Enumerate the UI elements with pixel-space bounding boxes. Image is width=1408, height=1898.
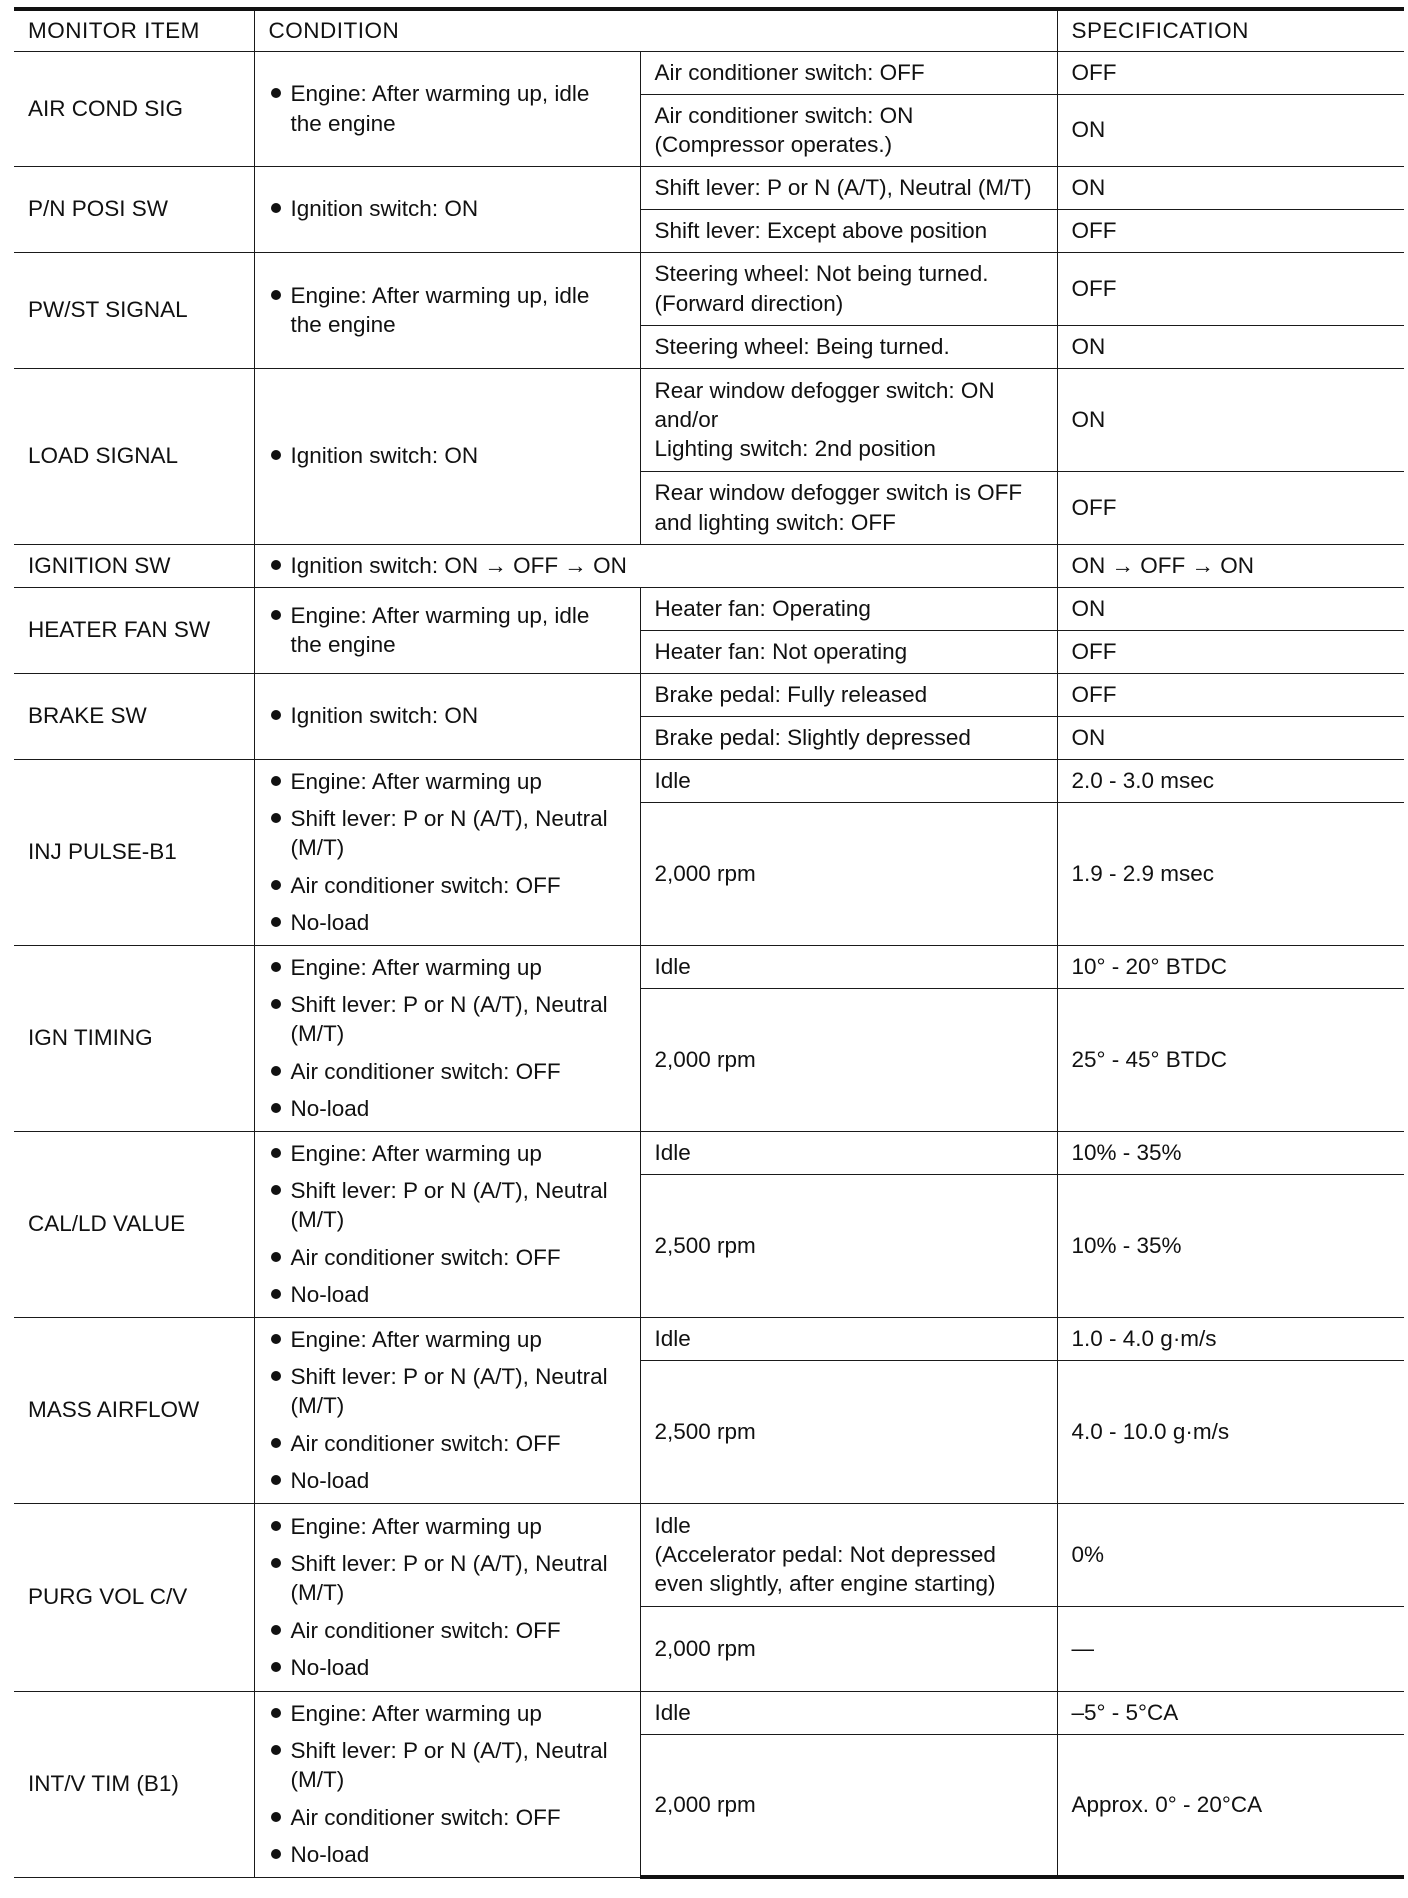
monitor-item-cell: IGN TIMING [14,945,254,1131]
condition-cell [254,1131,640,1317]
sub-condition-cell: Steering wheel: Being turned. [640,325,1057,368]
bullet-dot-icon [271,776,281,786]
condition-cell [254,1691,640,1877]
specification-cell: 10% - 35% [1057,1174,1404,1317]
sub-condition-cell: Idle [640,1691,1057,1734]
condition-item [269,194,626,223]
condition-text: Air conditioner switch: OFF [290,1617,561,1643]
bullet-dot-icon [271,1438,281,1448]
sub-condition-cell: Idle (Accelerator pedal: Not depressed even slightly, after engine starting) [640,1503,1057,1606]
specification-cell: OFF [1057,252,1404,325]
bullet-dot-icon [271,1371,281,1381]
condition-item [269,1243,626,1272]
bullet-dot-icon [271,1334,281,1344]
condition-item [269,1057,626,1086]
condition-text: Shift lever: P or N (A/T), Neutral (M/T) [290,992,608,1047]
condition-item [269,767,626,796]
condition-text: Shift lever: P or N (A/T), Neutral (M/T) [290,806,608,861]
sub-condition-cell: Steering wheel: Not being turned. (Forward direction) [640,252,1057,325]
bullet-dot-icon [271,1745,281,1755]
condition-item [269,1280,626,1309]
bullet-dot-icon [271,1625,281,1635]
condition-cell [254,673,640,759]
condition-cell [254,945,640,1131]
sub-condition-cell: Heater fan: Not operating [640,630,1057,673]
condition-text: Engine: After warming up [290,1513,542,1539]
condition-cell [254,587,640,673]
condition-item [269,601,626,660]
bullet-dot-icon [271,1558,281,1568]
sub-condition-cell: 2,500 rpm [640,1174,1057,1317]
table-row [14,587,1404,630]
specification-cell: OFF [1057,51,1404,94]
condition-item [269,281,626,340]
condition-text: Shift lever: P or N (A/T), Neutral (M/T) [290,1178,608,1233]
sub-condition-cell: Brake pedal: Fully released [640,673,1057,716]
specification-cell: 1.9 - 2.9 msec [1057,802,1404,945]
bullet-dot-icon [271,560,281,570]
bullet-dot-icon [271,1475,281,1485]
condition-text: Shift lever: P or N (A/T), Neutral (M/T) [290,1738,608,1793]
condition-text: Engine: After warming up [290,954,542,980]
condition-cell [254,252,640,368]
bullet-dot-icon [271,1252,281,1262]
specification-cell: OFF [1057,471,1404,544]
condition-cell [254,1503,640,1691]
specification-cell: ON [1057,368,1404,471]
sub-condition-cell: 2,000 rpm [640,988,1057,1131]
header-monitor-item: MONITOR ITEM [14,9,254,51]
sub-condition-cell: 2,000 rpm [640,802,1057,945]
condition-text: Engine: After warming up [290,1326,542,1352]
condition-item [269,1094,626,1123]
specification-cell: ON [1057,166,1404,209]
condition-text: Shift lever: P or N (A/T), Neutral (M/T) [290,1364,608,1419]
monitor-item-cell: MASS AIRFLOW [14,1317,254,1503]
bullet-dot-icon [271,290,281,300]
condition-text: Engine: After warming up, idle the engine [290,282,590,337]
condition-item [269,701,626,730]
condition-item [269,79,626,138]
sub-condition-cell: Brake pedal: Slightly depressed [640,716,1057,759]
condition-item [269,1466,626,1495]
condition-list [269,1139,626,1309]
sub-condition-cell: Idle [640,759,1057,802]
table-row [14,51,1404,94]
condition-item [269,1325,626,1354]
condition-list [269,79,626,138]
condition-list [269,601,626,660]
monitor-item-cell: IGNITION SW [14,544,254,587]
table-row [14,945,1404,988]
condition-text: No-load [290,1281,370,1307]
bullet-dot-icon [271,999,281,1009]
bullet-dot-icon [271,1849,281,1859]
specification-cell: ON → OFF → ON [1057,544,1404,587]
condition-text: No-load [290,909,370,935]
bullet-dot-icon [271,1103,281,1113]
condition-text: Engine: After warming up, idle the engine [290,602,590,657]
condition-cell [254,544,1057,587]
condition-item [269,1362,626,1421]
condition-text: Air conditioner switch: OFF [290,1058,561,1084]
condition-text: No-load [290,1654,370,1680]
specification-cell: –5° - 5°CA [1057,1691,1404,1734]
sub-condition-cell: 2,000 rpm [640,1734,1057,1877]
sub-condition-cell: Rear window defogger switch: ON and/or Lighting switch: 2nd position [640,368,1057,471]
bullet-dot-icon [271,917,281,927]
monitor-item-cell: LOAD SIGNAL [14,368,254,544]
table-row [14,544,1404,587]
monitor-item-cell: PURG VOL C/V [14,1503,254,1691]
condition-item [269,1176,626,1235]
table-row [14,166,1404,209]
condition-cell [254,368,640,544]
condition-item [269,1736,626,1795]
table-row [14,1317,1404,1360]
monitor-item-cell: BRAKE SW [14,673,254,759]
condition-list [269,767,626,937]
bullet-dot-icon [271,1662,281,1672]
condition-text: Engine: After warming up [290,1700,542,1726]
specification-cell: OFF [1057,673,1404,716]
condition-item [269,1699,626,1728]
condition-text: Ignition switch: ON [290,443,479,469]
table-body [14,51,1404,1877]
sub-condition-cell: Shift lever: Except above position [640,209,1057,252]
table-row [14,368,1404,471]
condition-text: No-load [290,1095,370,1121]
sub-condition-cell: Idle [640,1131,1057,1174]
condition-text: Shift lever: P or N (A/T), Neutral (M/T) [290,1551,608,1606]
condition-item [269,441,626,470]
condition-item [269,871,626,900]
specification-cell: — [1057,1606,1404,1691]
specification-cell: OFF [1057,209,1404,252]
sub-condition-cell: 2,500 rpm [640,1360,1057,1503]
condition-list [269,194,626,223]
specification-cell: 2.0 - 3.0 msec [1057,759,1404,802]
condition-text: Ignition switch: ON → OFF → ON [290,552,627,578]
condition-item [269,1840,626,1869]
condition-list [269,953,626,1123]
specification-cell: 25° - 45° BTDC [1057,988,1404,1131]
bullet-dot-icon [271,1066,281,1076]
specification-cell: ON [1057,325,1404,368]
condition-item [269,990,626,1049]
bullet-dot-icon [271,1289,281,1299]
condition-item [269,953,626,982]
condition-text: Engine: After warming up [290,768,542,794]
monitor-item-cell: INJ PULSE-B1 [14,759,254,945]
condition-list [269,1699,626,1869]
specification-cell: 1.0 - 4.0 g·m/s [1057,1317,1404,1360]
condition-list [269,441,626,470]
sub-condition-cell: Shift lever: P or N (A/T), Neutral (M/T) [640,166,1057,209]
specification-cell: 0% [1057,1503,1404,1606]
monitor-item-cell: INT/V TIM (B1) [14,1691,254,1877]
condition-cell [254,51,640,166]
condition-text: Air conditioner switch: OFF [290,1430,561,1456]
condition-item [269,1429,626,1458]
condition-cell [254,759,640,945]
specification-cell: ON [1057,716,1404,759]
condition-text: No-load [290,1841,370,1867]
condition-item [269,1653,626,1682]
condition-item [269,1139,626,1168]
condition-item [269,908,626,937]
monitor-item-cell: AIR COND SIG [14,51,254,166]
sub-condition-cell: Air conditioner switch: ON (Compressor operates.) [640,94,1057,166]
specification-cell: ON [1057,94,1404,166]
table-row [14,1503,1404,1606]
condition-cell [254,1317,640,1503]
header-specification: SPECIFICATION [1057,9,1404,51]
bullet-dot-icon [271,880,281,890]
monitor-spec-table [14,7,1404,1879]
monitor-item-cell: P/N POSI SW [14,166,254,252]
condition-list [269,551,1043,580]
bullet-dot-icon [271,450,281,460]
header-condition: CONDITION [254,9,1057,51]
bullet-dot-icon [271,88,281,98]
condition-list [269,281,626,340]
table-row [14,252,1404,325]
sub-condition-cell: Air conditioner switch: OFF [640,51,1057,94]
bullet-dot-icon [271,1812,281,1822]
sub-condition-cell: Idle [640,945,1057,988]
condition-text: Air conditioner switch: OFF [290,872,561,898]
condition-text: Air conditioner switch: OFF [290,1804,561,1830]
bullet-dot-icon [271,962,281,972]
table-row [14,673,1404,716]
condition-text: No-load [290,1467,370,1493]
condition-text: Air conditioner switch: OFF [290,1244,561,1270]
table-row [14,759,1404,802]
table-row [14,1691,1404,1734]
condition-item [269,1803,626,1832]
bullet-dot-icon [271,1708,281,1718]
bullet-dot-icon [271,610,281,620]
condition-text: Engine: After warming up, idle the engine [290,81,590,136]
specification-cell: ON [1057,587,1404,630]
bullet-dot-icon [271,1185,281,1195]
specification-cell: 10° - 20° BTDC [1057,945,1404,988]
specification-cell: 10% - 35% [1057,1131,1404,1174]
monitor-item-cell: PW/ST SIGNAL [14,252,254,368]
table-row [14,1131,1404,1174]
bullet-dot-icon [271,710,281,720]
sub-condition-cell: Rear window defogger switch is OFF and lighting switch: OFF [640,471,1057,544]
condition-list [269,1325,626,1495]
condition-text: Engine: After warming up [290,1140,542,1166]
specification-cell: OFF [1057,630,1404,673]
condition-list [269,701,626,730]
condition-item [269,1616,626,1645]
condition-text: Ignition switch: ON [290,196,479,222]
specification-cell: 4.0 - 10.0 g·m/s [1057,1360,1404,1503]
condition-item [269,551,1043,580]
monitor-item-cell: CAL/LD VALUE [14,1131,254,1317]
bullet-dot-icon [271,813,281,823]
condition-list [269,1512,626,1682]
header-row [14,9,1404,51]
sub-condition-cell: 2,000 rpm [640,1606,1057,1691]
monitor-item-cell: HEATER FAN SW [14,587,254,673]
sub-condition-cell: Heater fan: Operating [640,587,1057,630]
condition-cell [254,166,640,252]
condition-item [269,1512,626,1541]
specification-cell: Approx. 0° - 20°CA [1057,1734,1404,1877]
condition-item [269,1549,626,1608]
bullet-dot-icon [271,1148,281,1158]
bullet-dot-icon [271,1521,281,1531]
condition-item [269,804,626,863]
sub-condition-cell: Idle [640,1317,1057,1360]
condition-text: Ignition switch: ON [290,703,479,729]
bullet-dot-icon [271,203,281,213]
